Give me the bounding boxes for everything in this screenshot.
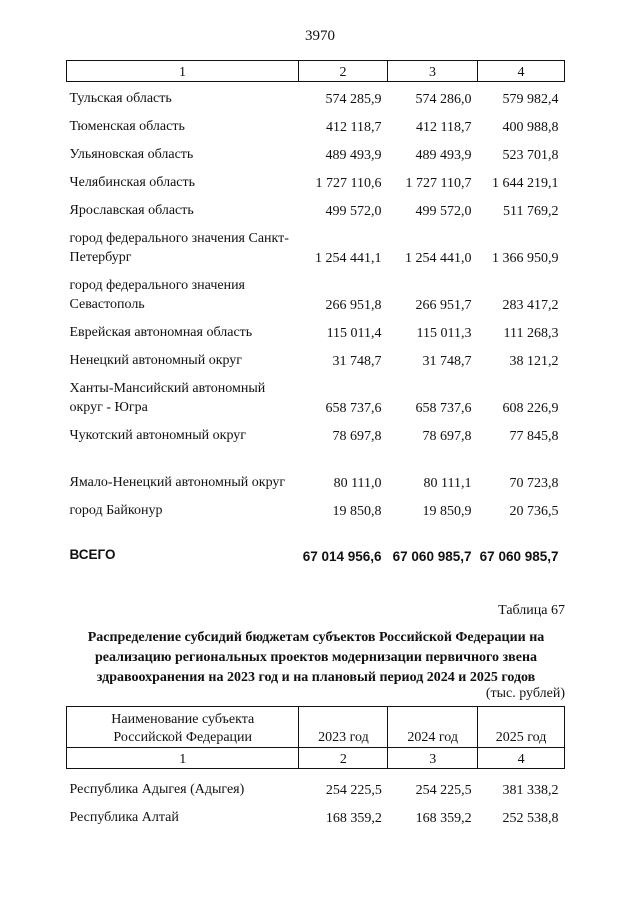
subsidy-table xyxy=(66,706,565,827)
value-2024: 1 254 441,0 xyxy=(404,250,472,266)
value-2023: 78 697,8 xyxy=(332,428,382,444)
table-row xyxy=(67,445,565,492)
column-number-row xyxy=(67,61,565,82)
value-2023: 266 951,8 xyxy=(325,297,382,313)
region-name: Ульяновская область xyxy=(69,146,194,162)
table-row xyxy=(67,267,565,314)
value-2025: 38 121,2 xyxy=(509,353,559,369)
region-name: город федерального значения Севастополь xyxy=(69,277,245,312)
value-2023: 574 285,9 xyxy=(325,91,382,107)
table-number-label: Таблица 67 xyxy=(498,603,565,618)
table-row xyxy=(67,136,565,164)
region-name: Тульская область xyxy=(69,90,172,106)
value-2025: 400 988,8 xyxy=(502,119,559,135)
value-2025: 111 268,3 xyxy=(503,325,559,341)
table-row xyxy=(67,192,565,220)
column-number-row xyxy=(67,748,565,769)
region-name: Ямало-Ненецкий автономный округ xyxy=(69,474,286,490)
table-row xyxy=(67,220,565,267)
total-row xyxy=(67,520,565,564)
value-2024: 499 572,0 xyxy=(415,203,472,219)
value-2023: 115 011,4 xyxy=(326,325,382,341)
table-row xyxy=(67,342,565,370)
column-number: 3 xyxy=(388,748,478,769)
value-2025: 20 736,5 xyxy=(509,503,559,519)
column-number: 4 xyxy=(478,748,565,769)
value-2023: 489 493,9 xyxy=(325,147,382,163)
value-2023: 168 359,2 xyxy=(325,810,382,826)
value-2024: 658 737,6 xyxy=(415,400,472,416)
value-2023: 80 111,0 xyxy=(333,475,382,491)
column-number: 1 xyxy=(67,61,299,82)
total-2025: 67 060 985,7 xyxy=(479,548,559,564)
header-row xyxy=(67,707,565,748)
value-2025: 252 538,8 xyxy=(502,810,559,826)
value-2024: 489 493,9 xyxy=(415,147,472,163)
table-row xyxy=(67,370,565,417)
table-row xyxy=(67,314,565,342)
value-2025: 579 982,4 xyxy=(502,91,559,107)
header-2023: 2023 год xyxy=(299,707,388,748)
value-2025: 77 845,8 xyxy=(509,428,559,444)
column-number: 1 xyxy=(67,748,299,769)
column-number: 2 xyxy=(299,61,388,82)
table-title: Распределение субсидий бюджетам субъектов Российской Федерации на реализацию региональных проектов модернизации первичного звена здравоохранения на 2023 год и на плановый период 2024 и 2025 годов xyxy=(87,630,545,685)
region-name: Республика Алтай xyxy=(69,809,179,825)
value-2024: 31 748,7 xyxy=(422,353,472,369)
total-label: ВСЕГО xyxy=(69,546,116,562)
value-2024: 80 111,1 xyxy=(423,475,472,491)
header-2024: 2024 год xyxy=(388,707,478,748)
region-name: Ярославская область xyxy=(69,202,194,218)
value-2023: 1 727 110,6 xyxy=(315,175,382,191)
total-2024: 67 060 985,7 xyxy=(392,548,472,564)
header-region: Наименование субъекта Российской Федерации xyxy=(67,707,299,748)
column-number: 3 xyxy=(388,61,478,82)
table-row xyxy=(67,164,565,192)
table-row xyxy=(67,492,565,520)
value-2024: 78 697,8 xyxy=(422,428,472,444)
value-2024: 266 951,7 xyxy=(415,297,472,313)
value-2023: 499 572,0 xyxy=(325,203,382,219)
value-2023: 31 748,7 xyxy=(332,353,382,369)
total-2023: 67 014 956,6 xyxy=(302,548,382,564)
value-2025: 381 338,2 xyxy=(502,782,559,798)
value-2024: 1 727 110,7 xyxy=(405,175,472,191)
value-2025: 70 723,8 xyxy=(509,475,559,491)
value-2023: 412 118,7 xyxy=(326,119,382,135)
region-name: Республика Адыгея (Адыгея) xyxy=(69,781,245,797)
column-number: 4 xyxy=(477,61,564,82)
value-2025: 511 769,2 xyxy=(503,203,559,219)
value-2025: 1 366 950,9 xyxy=(492,250,559,266)
value-2024: 254 225,5 xyxy=(415,782,472,798)
region-name: Тюменская область xyxy=(69,118,185,134)
region-name: город федерального значения Санкт-Петербург xyxy=(69,230,289,265)
table-row xyxy=(67,799,565,827)
table-row xyxy=(67,108,565,136)
region-name: Еврейская автономная область xyxy=(69,324,253,340)
table-body xyxy=(67,769,565,827)
continued-table xyxy=(66,60,565,564)
value-2024: 168 359,2 xyxy=(415,810,472,826)
value-2023: 658 737,6 xyxy=(325,400,382,416)
header-2025: 2025 год xyxy=(478,707,565,748)
value-2025: 523 701,8 xyxy=(502,147,559,163)
region-name: Ханты-Мансийский автономный округ - Югра xyxy=(69,380,266,415)
value-2024: 412 118,7 xyxy=(416,119,472,135)
value-2023: 19 850,8 xyxy=(332,503,382,519)
table-row xyxy=(67,769,565,799)
units-label: (тыс. рублей) xyxy=(485,686,565,701)
table-row xyxy=(67,417,565,445)
table-row xyxy=(67,82,565,108)
value-2025: 608 226,9 xyxy=(502,400,559,416)
region-name: Чукотский автономный округ xyxy=(69,427,247,443)
column-number: 2 xyxy=(299,748,388,769)
value-2024: 115 011,3 xyxy=(416,325,472,341)
page-number: 3970 xyxy=(305,28,335,44)
value-2023: 1 254 441,1 xyxy=(315,250,382,266)
value-2024: 19 850,9 xyxy=(422,503,472,519)
value-2023: 254 225,5 xyxy=(325,782,382,798)
table-body xyxy=(67,82,565,520)
region-name: город Байконур xyxy=(69,502,163,518)
value-2024: 574 286,0 xyxy=(415,91,472,107)
value-2025: 1 644 219,1 xyxy=(492,175,559,191)
value-2025: 283 417,2 xyxy=(502,297,559,313)
region-name: Ненецкий автономный округ xyxy=(69,352,243,368)
region-name: Челябинская область xyxy=(69,174,195,190)
